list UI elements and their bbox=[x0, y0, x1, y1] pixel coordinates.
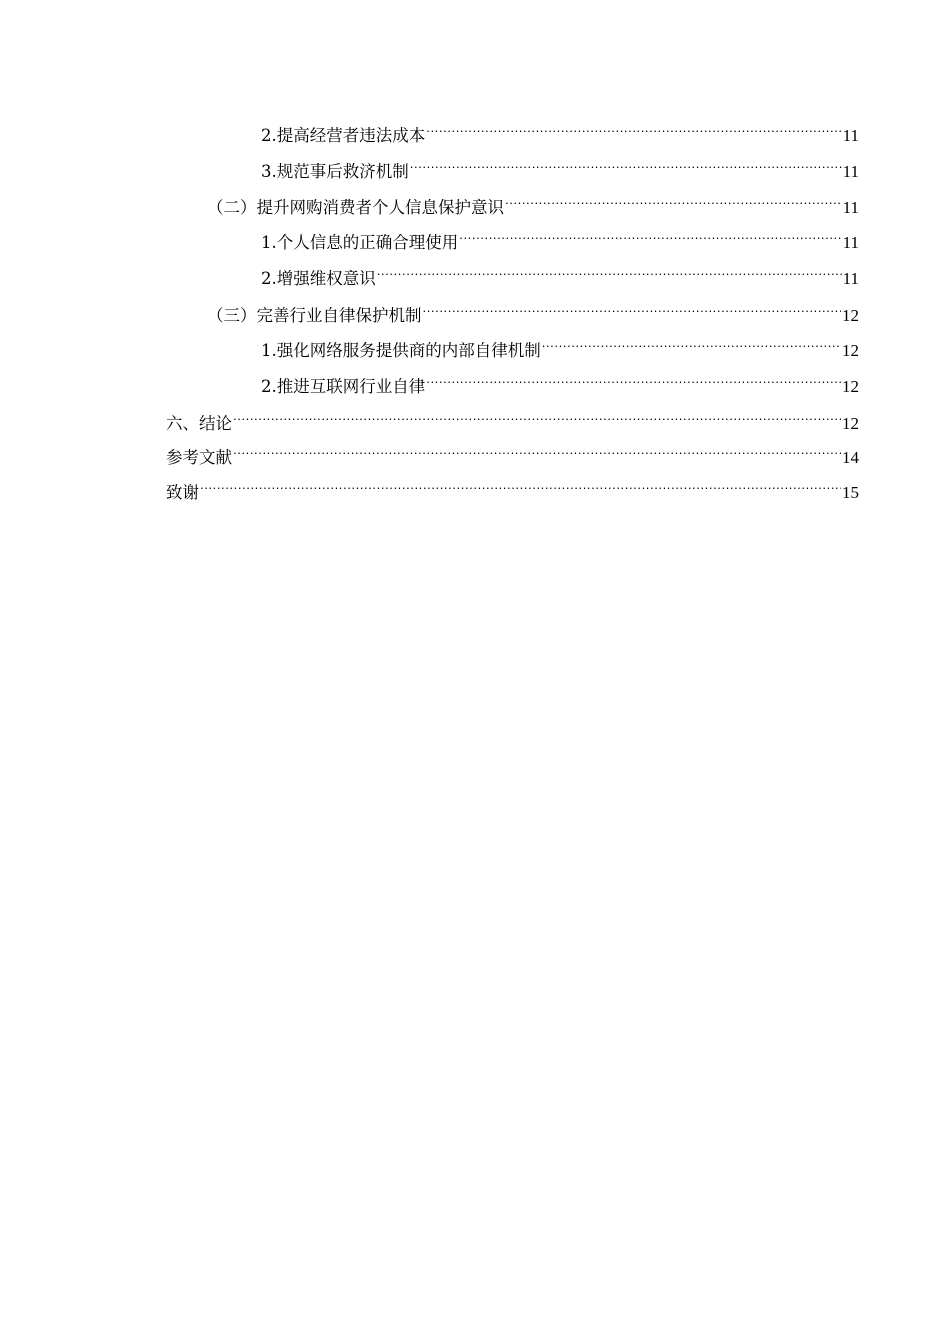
toc-entry-rights-awareness[interactable] bbox=[261, 254, 859, 288]
toc-leader-dots bbox=[505, 183, 842, 213]
toc-page-number: 12 bbox=[842, 306, 859, 325]
toc-entry-label: 3.规范事后救济机制 bbox=[261, 162, 409, 181]
toc-leader-dots bbox=[459, 218, 841, 248]
toc-entry-post-remedy-mechanism[interactable] bbox=[261, 147, 859, 181]
toc-entry-label: 2.增强维权意识 bbox=[261, 269, 376, 288]
toc-entry-label: 六、结论 bbox=[166, 414, 232, 433]
toc-entry-consumer-awareness[interactable] bbox=[207, 183, 859, 217]
toc-entry-industry-self-regulation[interactable] bbox=[207, 291, 859, 325]
toc-page-number: 11 bbox=[842, 198, 859, 217]
toc-leader-dots bbox=[542, 326, 841, 356]
toc-entry-label: （二）提升网购消费者个人信息保护意识 bbox=[207, 198, 504, 217]
toc-leader-dots bbox=[233, 433, 841, 463]
toc-entry-proper-use-personal-info[interactable] bbox=[261, 218, 859, 252]
toc-entry-label: 参考文献 bbox=[166, 448, 232, 467]
toc-entry-label: 1.强化网络服务提供商的内部自律机制 bbox=[261, 341, 541, 360]
toc-entry-isp-internal-mechanism[interactable] bbox=[261, 326, 859, 360]
toc-entry-improve-violation-cost[interactable] bbox=[261, 111, 859, 145]
toc-page-number: 11 bbox=[842, 126, 859, 145]
toc-entry-label: 1.个人信息的正确合理使用 bbox=[261, 233, 459, 252]
toc-leader-dots bbox=[426, 362, 841, 392]
toc-page-number: 11 bbox=[842, 269, 859, 288]
toc-page-number: 11 bbox=[842, 233, 859, 252]
toc-page-number: 11 bbox=[842, 162, 859, 181]
toc-leader-dots bbox=[200, 468, 841, 498]
toc-page-number: 12 bbox=[842, 377, 859, 396]
toc-leader-dots bbox=[377, 254, 842, 284]
toc-entry-label: 2.提高经营者违法成本 bbox=[261, 126, 426, 145]
toc-entry-label: （三）完善行业自律保护机制 bbox=[207, 306, 422, 325]
toc-leader-dots bbox=[233, 399, 841, 429]
toc-entry-label: 致谢 bbox=[166, 483, 199, 502]
toc-page-number: 14 bbox=[842, 448, 859, 467]
toc-entry-label: 2.推进互联网行业自律 bbox=[261, 377, 426, 396]
toc-entry-acknowledgements[interactable] bbox=[166, 468, 859, 502]
toc-leader-dots bbox=[426, 111, 841, 141]
toc-entry-conclusion[interactable] bbox=[166, 399, 859, 433]
toc-leader-dots bbox=[410, 147, 842, 177]
toc-page-number: 15 bbox=[842, 483, 859, 502]
toc-entry-internet-industry-self-discipline[interactable] bbox=[261, 362, 859, 396]
toc-page-number: 12 bbox=[842, 341, 859, 360]
toc-page-number: 12 bbox=[842, 414, 859, 433]
toc-leader-dots bbox=[423, 291, 842, 321]
toc-entry-references[interactable] bbox=[166, 433, 859, 467]
